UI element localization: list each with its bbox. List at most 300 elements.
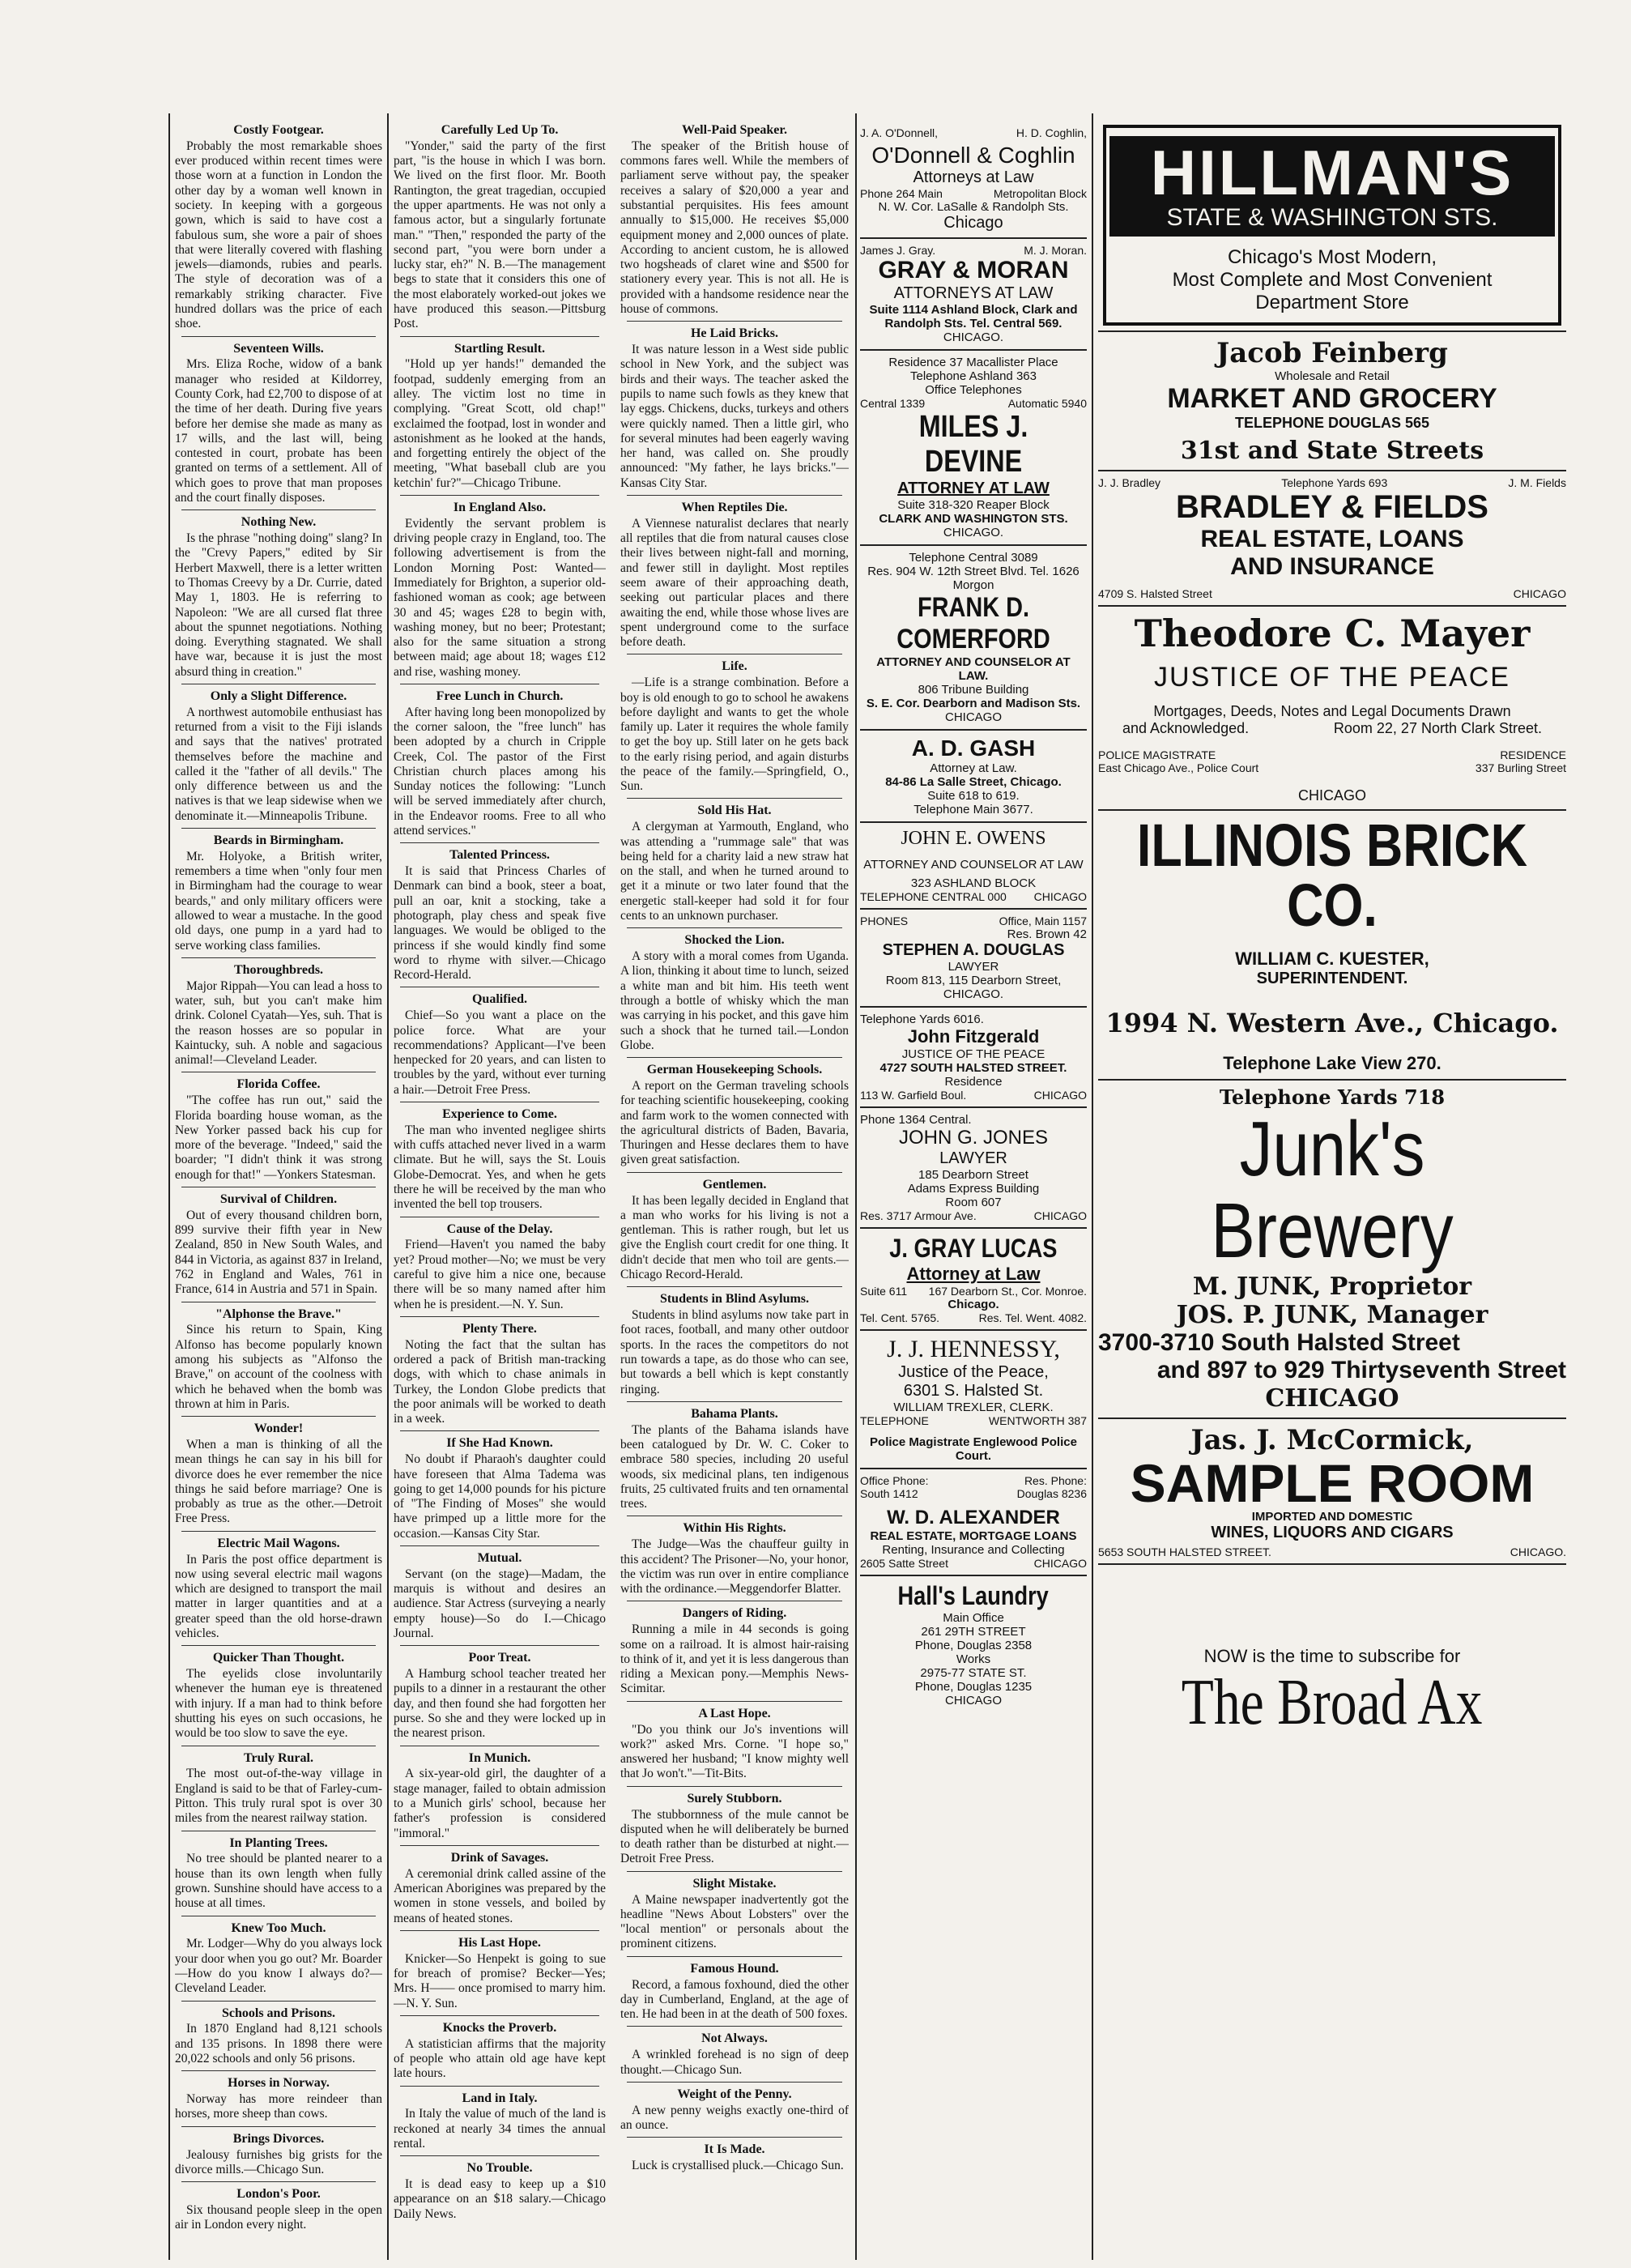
article-title: Nothing New. bbox=[241, 515, 317, 530]
article bbox=[620, 1606, 849, 1701]
article bbox=[394, 689, 606, 843]
article-body: Six thousand people sleep in the open air in London every night. bbox=[175, 2203, 382, 2232]
firm-address: Suite 1114 Ashland Block, Clark and Randolph Sts. Tel. Central 569. bbox=[869, 303, 1078, 330]
business-city: CHICAGO bbox=[944, 1694, 1002, 1707]
office-phone: Phone, Douglas 2358 bbox=[914, 1639, 1033, 1652]
article-body: Record, a famous foxhound, died the other day in Cumberland, England, at the age of ten. He had been in at the death of 500 foxes. bbox=[620, 1977, 849, 2022]
article-title: Not Always. bbox=[701, 2031, 768, 2046]
article-divider bbox=[400, 1930, 599, 1931]
article-title: Survival of Children. bbox=[219, 1192, 338, 1206]
article-divider bbox=[627, 2026, 842, 2027]
justice-address: 6301 S. Halsted St. bbox=[903, 1382, 1044, 1400]
article-title: Qualified. bbox=[471, 992, 527, 1007]
article-title: In Planting Trees. bbox=[229, 1835, 328, 1850]
article-body: A six-year-old girl, the daughter of a stage manager, failed to obtain admission to a Munich girls' school, because her father's profession is considered "immoral." bbox=[394, 1767, 606, 1840]
article bbox=[175, 1751, 382, 1831]
lawyer-name: A. D. GASH bbox=[911, 735, 1036, 761]
article-title: "Alphonse the Brave." bbox=[215, 1307, 342, 1321]
partner-name: James J. Gray. bbox=[860, 244, 936, 257]
telephone-number: Res. Tel. Went. 4082. bbox=[978, 1311, 1087, 1324]
firm-services: AND INSURANCE bbox=[1230, 553, 1434, 580]
article-divider bbox=[627, 1401, 842, 1402]
card-john-owens bbox=[860, 828, 1087, 903]
works-phone: Phone, Douglas 1235 bbox=[914, 1680, 1033, 1694]
court-name: Police Magistrate Englewood Police Court. bbox=[870, 1435, 1077, 1463]
article bbox=[620, 501, 849, 654]
brewery-manager: JOS. P. JUNK, Manager bbox=[1176, 1300, 1488, 1329]
firm-name: O'Donnell & Coghlin bbox=[871, 143, 1075, 168]
article-divider bbox=[627, 1786, 842, 1787]
business-address: 5653 SOUTH HALSTED STREET. bbox=[1098, 1545, 1271, 1558]
article-body: The Judge—Was the chauffeur guilty in this accident? The Prisoner—No, your honor, the victim was run over in entire compliance with the ordinance.—Meggendorfer Blatter. bbox=[620, 1537, 849, 1597]
article-title: Weight of the Penny. bbox=[677, 2087, 792, 2101]
article-body: The stubbornness of the mule cannot be disputed when he will deliberately be burned to death rather than be disturbed at night.—Detroit Free Press. bbox=[620, 1807, 849, 1866]
article-body: The most out-of-the-way village in England is said to be that of Farley-cum-Pitton. This truly rural spot is over 30 miles from the nearest railway station. bbox=[175, 1767, 382, 1826]
article-divider bbox=[400, 2015, 599, 2016]
article-title: Knocks the Proverb. bbox=[442, 2020, 557, 2035]
article-title: Plenty There. bbox=[462, 1321, 537, 1336]
article bbox=[394, 342, 606, 496]
article-divider bbox=[400, 1545, 599, 1546]
article bbox=[175, 2006, 382, 2072]
article bbox=[175, 1921, 382, 2002]
article bbox=[620, 123, 849, 322]
superintendent-name: WILLIAM C. KUESTER, bbox=[1235, 949, 1429, 969]
telephone-label: TELEPHONE bbox=[860, 1414, 929, 1427]
superintendent-role: SUPERINTENDENT. bbox=[1256, 970, 1408, 987]
brewery-address: and 897 to 929 Thirtyseventh Street bbox=[1156, 1356, 1566, 1383]
article-title: Talented Princess. bbox=[449, 848, 550, 863]
article-body: After having long been monopolized by the corner saloon, the "free lunch" has been adopted by a church in Cripple Creek, Col. The pastor of the First Christian church places among his Sunday notices the following: "Lunch will be served immediately after church, in the Endeavor rooms. Free to all who attend services." bbox=[394, 705, 606, 838]
article bbox=[620, 1292, 849, 1402]
article-divider bbox=[627, 798, 842, 799]
article-body: Probably the most remarkable shoes ever produced within recent times were those worn at a function in London the other day by a woman well known in society. In keeping with a gorgeous gown, which is said to have cost a fabulous sum, she wore a pair of shoes that were literally covered with flashing jewels—diamonds, rubies and pearls. The style of decoration was of a remarkably striking character. Five hundred dollars was the price of each shoe. bbox=[175, 139, 382, 331]
lawyer-telephone: TELEPHONE CENTRAL 000 bbox=[860, 890, 1007, 903]
partner-name: J. M. Fields bbox=[1508, 476, 1566, 489]
lawyer-address: Room 813, 115 Dearborn Street, bbox=[885, 974, 1062, 987]
article bbox=[394, 501, 606, 684]
article bbox=[175, 2076, 382, 2126]
telephone-number: Automatic 5940 bbox=[1007, 397, 1087, 410]
article bbox=[394, 1936, 606, 2016]
article-divider bbox=[627, 927, 842, 928]
article-title: Brings Divorces. bbox=[232, 2131, 325, 2146]
article-body: A northwest automobile enthusiast has returned from a visit to the Fiji islands and says that the natives' protrated themselves before the machine and called it the "father of all devils." The only difference between us and the natives is that we leap sidewise when we denominate it.—Minneapolis Tribune. bbox=[175, 705, 382, 823]
article-title: Cause of the Delay. bbox=[446, 1221, 553, 1236]
article-title: It Is Made. bbox=[704, 2142, 765, 2157]
article bbox=[175, 123, 382, 337]
news-column-2 bbox=[394, 122, 606, 2260]
brewery-address: 3700-3710 South Halsted Street bbox=[1098, 1328, 1460, 1356]
ad-bradley-fields bbox=[1098, 476, 1566, 600]
article-body: "Yonder," said the party of the first part, "is the house in which I was born. We lived on the first floor. Mr. Booth Rantington, the great tragedian, occupied the upper apartments. He was not only a famous actor, but a singularly fortunate man." "Then," responded the party of the second part, "you were born under a lucky star, eh?" N. B.—The management begs to state that it considers this one of the most elaborately worked-out jokes we have produced this season.—Pittsburg Post. bbox=[394, 139, 606, 331]
article-divider bbox=[181, 2181, 376, 2182]
card-frank-comerford bbox=[860, 551, 1087, 724]
office-address: 261 29TH STREET bbox=[921, 1625, 1026, 1639]
article-title: German Housekeeping Schools. bbox=[646, 1063, 823, 1077]
article bbox=[175, 2187, 382, 2232]
store-slogan: Most Complete and Most Convenient bbox=[1172, 269, 1493, 291]
lawyer-name: STEPHEN A. DOUGLAS bbox=[882, 941, 1065, 959]
article-divider bbox=[400, 1430, 599, 1431]
justice-role: Justice of the Peace, bbox=[898, 1363, 1049, 1381]
article-title: Sold His Hat. bbox=[697, 804, 772, 818]
article-divider bbox=[400, 2086, 599, 2087]
article-body: Running a mile in 44 seconds is going some on a railroad. It is almost hair-raising to think of it, and yet it is less dangerous than riding a Mexican pony.—Memphis News-Scimitar. bbox=[620, 1622, 849, 1696]
lawyer-city: CHICAGO bbox=[1033, 890, 1087, 903]
article-body: Students in blind asylums now take part in foot races, football, and many other outdoor sports. In the races the competitors do not run towards a tape, as do those who can see, but towards a bell which is kept constantly ringing. bbox=[620, 1308, 849, 1396]
article-title: In Munich. bbox=[468, 1750, 531, 1765]
article-title: Shocked the Lion. bbox=[684, 933, 785, 948]
card-miles-devine bbox=[860, 356, 1087, 539]
article-body: It is said that Princess Charles of Denmark can bind a book, steer a boat, pull an oar, knit a stocking, take a photograph, play chess and speak five languages. We would be obliged to the princess if she would kindly find some word to rhyme with silver.—Chicago Record-Herald. bbox=[394, 864, 606, 983]
lawyer-name: FRANK D. COMERFORD bbox=[896, 592, 1050, 654]
article-body: Chief—So you want a place on the police force. What are your recommendations? Applicant—I've been henpecked for 20 years, and can listen to troubles by the yard, without ever turning a hair.—Detroit Free Press. bbox=[394, 1008, 606, 1097]
article-body: It is dead easy to keep up a $10 appearance on an $18 salary.—Chicago Daily News. bbox=[394, 2177, 606, 2221]
telephone-number: Tel. Cent. 5765. bbox=[860, 1311, 940, 1324]
article bbox=[394, 1107, 606, 1217]
article-divider bbox=[400, 1645, 599, 1646]
article bbox=[175, 689, 382, 829]
article bbox=[394, 1851, 606, 1931]
magistrate-court: East Chicago Ave., Police Court bbox=[1098, 761, 1259, 774]
lawyer-address: Suite 318-320 Reaper Block bbox=[897, 498, 1050, 512]
lawyer-address: 167 Dearborn St., Cor. Monroe. bbox=[928, 1285, 1087, 1298]
firm-city: CHICAGO. bbox=[943, 330, 1004, 344]
residence-address: 113 W. Garfield Boul. bbox=[860, 1089, 967, 1102]
article-divider bbox=[627, 1956, 842, 1957]
article bbox=[620, 1707, 849, 1787]
article-divider bbox=[627, 1701, 842, 1702]
article-body: The man who invented negligee shirts with cuffs attached never lived in a warm climate. But he will, says the St. Louis Globe-Democrat. Yes, and when he gets there he will be received by the man who invented the bell top trousers. bbox=[394, 1123, 606, 1212]
agent-services: REAL ESTATE, MORTGAGE LOANS bbox=[870, 1529, 1077, 1543]
telephone-number: Central 1339 bbox=[860, 397, 926, 410]
article bbox=[394, 123, 606, 337]
article bbox=[620, 1962, 849, 2027]
article bbox=[394, 2161, 606, 2222]
lawyer-city: Chicago. bbox=[948, 1298, 999, 1311]
article-title: His Last Hope. bbox=[458, 1935, 541, 1950]
article-title: Carefully Led Up To. bbox=[441, 123, 559, 137]
lawyer-suite: Suite 618 to 619. bbox=[927, 789, 1020, 803]
business-name: Hall's Laundry bbox=[897, 1581, 1050, 1610]
ad-jacob-feinberg bbox=[1098, 337, 1566, 465]
article bbox=[175, 1192, 382, 1302]
ad-hillmans bbox=[1103, 125, 1561, 326]
article-divider bbox=[181, 336, 376, 337]
article-body: "Hold up yer hands!" demanded the footpad, suddenly emerging from an alley. The victim lost no time in complying. "Great Scott, old chap!" exclaimed the footpad, lost in wonder and astonishment as he looked at the hands, and forgetting entirely the object of the meeting, "What baseball club are you ketchin' fur?"—Chicago Tribune. bbox=[394, 357, 606, 490]
article bbox=[620, 804, 849, 928]
article bbox=[620, 1521, 849, 1601]
article-title: Slight Mistake. bbox=[692, 1876, 777, 1891]
lawyer-address: CLARK AND WASHINGTON STS. bbox=[879, 512, 1068, 526]
lawyer-address: 323 ASHLAND BLOCK bbox=[910, 876, 1037, 890]
article-body: Noting the fact that the sultan has ordered a pack of British man-tracking dogs, with which to chase animals in Turkey, the London Globe predicts that the poor animals will be worked to death in a week. bbox=[394, 1337, 606, 1426]
article bbox=[394, 1436, 606, 1546]
residence-address: 337 Burling Street bbox=[1475, 761, 1566, 774]
article-body: Major Rippah—You can lead a hoss to water, suh, but you can't make him drink. Colonel Cyatah—Yes, suh. That is the reason hosses are so popular in Kaintucky, suh. A noble and sagacious animal!—Cleveland Leader. bbox=[175, 978, 382, 1068]
article-title: Mutual. bbox=[477, 1550, 522, 1565]
article-title: Drink of Savages. bbox=[450, 1850, 549, 1865]
article-body: No tree should be planted nearer to a house than its own length when fully grown. Sunshine should have access to a house at all times. bbox=[175, 1852, 382, 1911]
article bbox=[620, 1178, 849, 1288]
residence-phone-label: Res. Phone: bbox=[1024, 1474, 1087, 1487]
article-body: Since his return to Spain, King Alfonso has become popularly known among his subjects as "Alfonso the Brave," on account of the coolness with which he behaved when the bomb was thrown at him in Paris. bbox=[175, 1323, 382, 1411]
justice-address: 4727 SOUTH HALSTED STREET. bbox=[879, 1061, 1067, 1075]
article-title: Florida Coffee. bbox=[236, 1077, 321, 1092]
article bbox=[175, 1836, 382, 1916]
lawyer-name: J. GRAY LUCAS bbox=[889, 1234, 1058, 1263]
article-body: A story with a moral comes from Uganda. A lion, thinking it about time to lunch, seized a white man and bit him. His teeth went through a bottle of whisky which the man was carrying in his pocket, and this gave him such a shock that he turned tail.—London Globe. bbox=[620, 949, 849, 1052]
residence-label: Residence bbox=[944, 1075, 1003, 1089]
article bbox=[620, 1063, 849, 1173]
phones-label: PHONES bbox=[860, 914, 909, 927]
article bbox=[175, 833, 382, 958]
lawyer-role: ATTORNEY AND COUNSELOR AT LAW. bbox=[876, 655, 1071, 683]
article-body: The plants of the Bahama islands have been catalogued by Dr. W. C. Coker to embrace 580 species, including 20 useful woods, six medicinal plans, ten indigenous fruits, 25 cultivated fruits and ten ornamental trees. bbox=[620, 1422, 849, 1511]
article-title: When Reptiles Die. bbox=[681, 500, 788, 514]
partner-name: M. J. Moran. bbox=[1024, 244, 1087, 257]
paper-name: The Broad Ax bbox=[1182, 1666, 1483, 1738]
firm-name: BRADLEY & FIELDS bbox=[1176, 489, 1488, 525]
firm-address: 4709 S. Halsted Street bbox=[1098, 587, 1212, 600]
residence-phone: Douglas 8236 bbox=[1016, 1487, 1087, 1500]
article-divider bbox=[400, 842, 599, 843]
article-title: No Trouble. bbox=[466, 2161, 533, 2176]
article-title: Land in Italy. bbox=[462, 2091, 538, 2105]
article-divider bbox=[181, 2001, 376, 2002]
justice-name: John Fitzgerald bbox=[907, 1026, 1040, 1047]
article-body: A clergyman at Yarmouth, England, who was attending a "rummage sale" that was being held for a charity laid a new straw hat on the stall, and when he turned around to get it a minute or two later found that the energetic stall-keeper had sold it for four cents to an unknown purchaser. bbox=[620, 820, 849, 923]
article-title: Free Lunch in Church. bbox=[436, 688, 564, 703]
magistrate-label: POLICE MAGISTRATE bbox=[1098, 748, 1216, 761]
merchant-business: MARKET AND GROCERY bbox=[1167, 383, 1497, 414]
lawyer-city: CHICAGO. bbox=[943, 526, 1004, 539]
article-title: Electric Mail Wagons. bbox=[217, 1536, 340, 1550]
works-address: 2975-77 STATE ST. bbox=[920, 1666, 1027, 1680]
article-title: Only a Slight Difference. bbox=[210, 688, 347, 703]
article-body: Is the phrase "nothing doing" slang? In the "Crevy Papers," edited by Sir Herbert Maxwell, there is a letter written to Thomas Creevy by a Dr. Currie, dated May 1, 1803. He is referring to Napoleon: "We are all cursed flat three about the spunnet negotiations. Nothing doing. Everything stagnated. We shall have war, because it is just the most absurd thing in creation." bbox=[175, 531, 382, 679]
justice-name: Theodore C. Mayer bbox=[1134, 612, 1531, 655]
lawyer-name: MILES J. DEVINE bbox=[918, 410, 1028, 479]
article-title: Gentlemen. bbox=[702, 1177, 767, 1192]
column-rule bbox=[855, 113, 857, 2260]
firm-city: CHICAGO bbox=[1513, 587, 1566, 600]
article bbox=[620, 1792, 849, 1872]
article-divider bbox=[181, 1531, 376, 1532]
lawyer-role: Attorney at Law. bbox=[930, 761, 1017, 775]
article bbox=[620, 1407, 849, 1517]
ad-broad-ax bbox=[1098, 1646, 1566, 1738]
article-divider bbox=[627, 2082, 842, 2083]
article bbox=[620, 1877, 849, 1957]
telephone-line: Telephone Central 3089 bbox=[909, 551, 1038, 565]
partner-name: H. D. Coghlin, bbox=[1016, 126, 1087, 139]
works-label: Works bbox=[956, 1652, 991, 1666]
article-title: Bahama Plants. bbox=[691, 1406, 778, 1421]
article-body: When a man is thinking of all the mean things he can say in his bill for divorce does he ever remember the nice things he said before marriage? One is probably as true as the other.—Detroit Free Press. bbox=[175, 1438, 382, 1526]
business-line: IMPORTED AND DOMESTIC bbox=[1251, 1509, 1413, 1524]
agent-services: Renting, Insurance and Collecting bbox=[882, 1543, 1065, 1557]
card-wd-alexander bbox=[860, 1474, 1087, 1570]
article-divider bbox=[627, 321, 842, 322]
lawyer-address: 185 Dearborn Street bbox=[918, 1168, 1028, 1182]
article bbox=[394, 1651, 606, 1746]
article bbox=[394, 992, 606, 1102]
merchant-telephone: TELEPHONE DOUGLAS 565 bbox=[1234, 415, 1430, 431]
company-telephone: Telephone Lake View 270. bbox=[1223, 1053, 1441, 1073]
justice-name: J. J. HENNESSY, bbox=[887, 1336, 1060, 1362]
agent-city: CHICAGO bbox=[1033, 1557, 1087, 1570]
article bbox=[394, 2021, 606, 2087]
article-body: It has been legally decided in England that a man who works for his living is not a gentleman. This is rather rough, but let us give the English court credit for one thing. It didn't decide that men who toil are gents.—Chicago Record-Herald. bbox=[620, 1193, 849, 1281]
article-divider bbox=[627, 1286, 842, 1287]
justice-role: JUSTICE OF THE PEACE bbox=[1154, 662, 1510, 693]
lawyer-name: JOHN G. JONES bbox=[898, 1127, 1049, 1149]
article-body: In Paris the post office department is now using several electric mail wagons which are designed to transport the mail matter in larger quantities and at a greater speed than the old horse-drawn vehicles. bbox=[175, 1552, 382, 1640]
store-slogan: Chicago's Most Modern, bbox=[1227, 246, 1437, 268]
telephone-line: Phone 1364 Central. bbox=[860, 1113, 972, 1127]
brewery-name: Junk's Brewery bbox=[1211, 1106, 1454, 1274]
article bbox=[394, 1222, 606, 1317]
article-body: Evidently the servant problem is driving people crazy in England, too. The following advertisement is from the London Morning Post: Wanted—Immediately for Brighton, a superior old-fashioned woman as cook; age between 30 and 45; wages £28 to begin with, washing money, but no beer; Protestant; also for the same situation a strong between maid; age about 18; wages £12 and rise, washing money. bbox=[394, 516, 606, 679]
telephone-number: WENTWORTH 387 bbox=[988, 1414, 1087, 1427]
article-body: Knicker—So Henpekt is going to sue for breach of promise? Becker—Yes; Mrs. H—— once promised to marry him.—N. Y. Sun. bbox=[394, 1951, 606, 2010]
news-column-3 bbox=[620, 122, 849, 2260]
column-rule bbox=[168, 113, 170, 2260]
article-divider bbox=[181, 957, 376, 958]
agent-address: 2605 Satte Street bbox=[860, 1557, 948, 1570]
article-body: Mr. Holyoke, a British writer, remembers a time when "only four men in Birmingham had the courage to wear beards," and only military officers were allowed to wear a mustache. In the good old days, one pump in a yard had to serve working class families. bbox=[175, 849, 382, 953]
business-name: SAMPLE ROOM bbox=[1130, 1452, 1535, 1513]
article bbox=[394, 1751, 606, 1846]
lawyer-telephone: Telephone Main 3677. bbox=[913, 803, 1033, 816]
article-body: "The coffee has run out," said the Florida boarding house woman, as the New Yorker passed back his cup for more of the beverage. "Indeed," said the boarder; "I didn't think it was strong enough for that!" —Yonkers Statesman. bbox=[175, 1094, 382, 1182]
article bbox=[394, 848, 606, 987]
proprietor-name: Jas. J. McCormick, bbox=[1190, 1423, 1474, 1456]
article bbox=[620, 933, 849, 1058]
article-title: Well-Paid Speaker. bbox=[681, 123, 788, 137]
justice-city: CHICAGO bbox=[1033, 1089, 1087, 1102]
lawyer-address: 806 Tribune Building bbox=[918, 683, 1029, 697]
card-jj-hennessy bbox=[860, 1336, 1087, 1463]
article bbox=[620, 659, 849, 799]
store-name: HILLMAN'S bbox=[1150, 137, 1514, 208]
article-body: Mrs. Eliza Roche, widow of a bank manager who resided at Kildorrey, County Cork, had £2,700 to dispose of at the time of her death. During five years before her demise she made as many as 17 wills, and the last will, being contested in court, probate has been granted on terms of a settlement. All of which goes to prove that man proposes and the court finally disposes. bbox=[175, 357, 382, 505]
article-divider bbox=[400, 1316, 599, 1317]
article-body: A ceremonial drink called assine of the American Aborigines was prepared by the women in stone vessels, and boiled by means of heated stones. bbox=[394, 1866, 606, 1925]
firm-services: REAL ESTATE, LOANS bbox=[1200, 526, 1464, 552]
article-title: In England Also. bbox=[453, 500, 547, 514]
article-title: Experience to Come. bbox=[442, 1107, 557, 1121]
partner-name: J. J. Bradley bbox=[1098, 476, 1161, 489]
card-odonnell-coghlin bbox=[860, 126, 1087, 232]
article-body: A Maine newspaper inadvertently got the headline "News About Lobsters" over the "local mention" or personals about the prominent citizens. bbox=[620, 1892, 849, 1951]
article-divider bbox=[627, 2137, 842, 2138]
brewery-city: CHICAGO bbox=[1265, 1383, 1399, 1413]
card-j-gray-lucas bbox=[860, 1234, 1087, 1324]
residence-address: Res. 3717 Armour Ave. bbox=[860, 1209, 977, 1222]
merchant-name: Jacob Feinberg bbox=[1216, 337, 1448, 369]
article-divider bbox=[400, 495, 599, 496]
article bbox=[175, 1537, 382, 1647]
news-column-1 bbox=[175, 122, 382, 2260]
hillmans-banner bbox=[1109, 136, 1555, 237]
article-divider bbox=[400, 1845, 599, 1846]
article-body: Mr. Lodger—Why do you always lock your door when you go out? Mr. Boarder—How do you know I always do?—Cleveland Leader. bbox=[175, 1937, 382, 1996]
ad-illinois-brick bbox=[1098, 812, 1566, 1074]
telephone-line: Telephone Yards 6016. bbox=[860, 1013, 984, 1026]
article-title: Truly Rural. bbox=[244, 1750, 313, 1765]
article-title: If She Had Known. bbox=[446, 1436, 553, 1451]
article-title: Wonder! bbox=[253, 1422, 304, 1436]
article-divider bbox=[400, 2155, 599, 2156]
article-divider bbox=[627, 495, 842, 496]
article-body: In Italy the value of much of the land is reckoned at nearly 34 times the annual rental. bbox=[394, 2107, 606, 2151]
article-title: He Laid Bricks. bbox=[690, 326, 778, 341]
article-divider bbox=[181, 1416, 376, 1417]
clerk-name: WILLIAM TREXLER, CLERK. bbox=[893, 1400, 1054, 1414]
lawyer-room: Room 607 bbox=[945, 1196, 1002, 1209]
article bbox=[175, 342, 382, 511]
article bbox=[620, 2142, 849, 2173]
article-title: Knew Too Much. bbox=[231, 1921, 326, 1935]
article-body: No doubt if Pharaoh's daughter could have foreseen that Alma Tadema was going to get 14,000 pounds for his picture of "The Finding of Moses" she would have primped up a little more for the occasion.—Kansas City Star. bbox=[394, 1452, 606, 1541]
lawyer-address: S. E. Cor. Dearborn and Madison Sts. bbox=[866, 697, 1081, 710]
office-telephones: Office Telephones bbox=[925, 383, 1022, 397]
article bbox=[175, 963, 382, 1073]
article-body: —Life is a strange combination. Before a boy is old enough to go to school he awakens before daylight and wants to get the whole family up. Later it requires the whole family to get the boy up. Still later on he gets back to the early rising period, and again disturbs the peace of the family.—Springfield, O., Sun. bbox=[620, 676, 849, 794]
firm-role: ATTORNEYS AT LAW bbox=[893, 284, 1054, 302]
justice-services: Mortgages, Deeds, Notes and Legal Documents Drawn bbox=[1153, 703, 1511, 719]
cards-column bbox=[860, 122, 1087, 2260]
article-title: Quicker Than Thought. bbox=[212, 1651, 345, 1665]
lawyer-role: LAWYER bbox=[948, 960, 999, 974]
article-body: The speaker of the British house of commons fares well. While the members of parliament serve without pay, the speaker receives a salary of $20,000 a year and substantial perquisites. His fees amount annually to $15,000. He receives $5,000 equipment money and 2,000 ounces of plate. According to ancient custom, he is allowed two hogsheads of claret wine and $500 for stationery every year. This is not all. He is provided with a handsome residence near the house of commons. bbox=[620, 139, 849, 316]
article-body: A Viennese naturalist declares that nearly all reptiles that die from natural causes close their lives between night-fall and morning, and fewer still in daylight. Most reptiles seem aware of their approaching death, seeking out particular places and there awaiting the end, while those whose lives are spent underground come to the surface before death. bbox=[620, 516, 849, 650]
firm-name: GRAY & MORAN bbox=[878, 257, 1069, 284]
lawyer-role: ATTORNEY AT LAW bbox=[897, 480, 1050, 497]
article-body: It was nature lesson in a West side public school in New York, and the subject was birds and their ways. The teacher asked the pupils to name such fowls as they knew that lay eggs. Chickens, ducks, turkeys and others were quickly named. Then a little girl, who for several minutes had been eagerly waving her hand, was called on. She proudly announced: "My father, he lays bricks."—Kansas City Star. bbox=[620, 343, 849, 490]
article bbox=[175, 1651, 382, 1746]
firm-block: Metropolitan Block bbox=[993, 187, 1087, 200]
company-address: 1994 N. Western Ave., Chicago. bbox=[1105, 1008, 1559, 1038]
ad-junks-brewery bbox=[1098, 1085, 1566, 1413]
article bbox=[175, 2132, 382, 2182]
justice-services: and Acknowledged. bbox=[1122, 720, 1250, 736]
office-phone: South 1412 bbox=[860, 1487, 918, 1500]
agent-name: W. D. ALEXANDER bbox=[887, 1507, 1060, 1528]
residence-line: Residence 37 Macallister Place bbox=[888, 356, 1058, 369]
article-title: Seventeen Wills. bbox=[233, 341, 324, 356]
residence-phone: Res. Brown 42 bbox=[1007, 927, 1087, 941]
firm-address: N. W. Cor. LaSalle & Randolph Sts. bbox=[878, 200, 1069, 214]
article-body: Servant (on the stage)—Madam, the marquis is without and desires an audience. Star Actress (surveying a nearly empty house)—So do I.—Chicago Journal. bbox=[394, 1567, 606, 1640]
article bbox=[620, 2087, 849, 2138]
article-title: Famous Hound. bbox=[690, 1961, 779, 1976]
justice-city: CHICAGO bbox=[1297, 787, 1366, 804]
article-title: Startling Result. bbox=[454, 341, 545, 356]
article bbox=[620, 326, 849, 496]
business-line: WINES, LIQUORS AND CIGARS bbox=[1211, 1523, 1454, 1541]
lawyer-city: CHICAGO bbox=[1033, 1209, 1087, 1222]
merchant-address: 31st and State Streets bbox=[1180, 437, 1484, 465]
article-body: Out of every thousand children born, 899 survive their fifth year in New Zealand, 850 in New South Wales, and 844 in Victoria, as against 837 in Ireland, 762 in England and Wales, 761 in France, 614 in Austria and 571 in Spain. bbox=[175, 1208, 382, 1297]
lawyer-name: JOHN E. OWENS bbox=[901, 828, 1046, 849]
article-title: Dangers of Riding. bbox=[682, 1606, 787, 1621]
ad-mccormick-sample-room bbox=[1098, 1424, 1566, 1558]
residence-line: Res. 904 W. 12th Street Blvd. Tel. 1626 Morgon bbox=[867, 565, 1080, 592]
